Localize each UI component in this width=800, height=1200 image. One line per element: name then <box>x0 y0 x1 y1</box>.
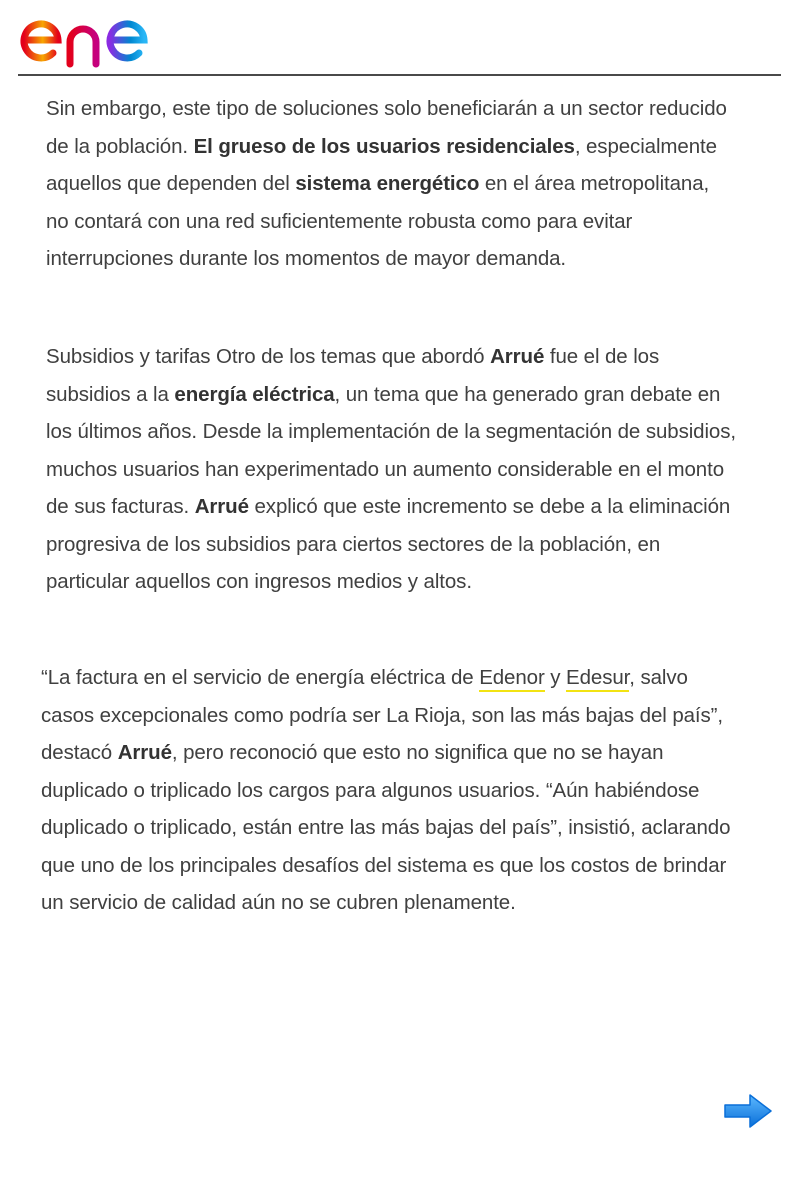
text: , salvo casos excepcionales como podría ser La Rioja, son las más bajas del país”, destacó <box>41 666 723 764</box>
text: , pero reconoció que esto no significa que no se hayan duplicado o triplicado los cargos para algunos usuarios. “Aún habiéndose duplicado o triplicado, están entre las más bajas del país”, insistió, aclarando que uno de los principales desafíos del sistema es que los costos de brindar un servicio de calidad aún no se cubren plenamente. <box>41 741 731 914</box>
text: Sin embargo, este tipo de soluciones solo beneficiarán a un sector reducido de la población. <box>46 97 727 158</box>
bold-text: El grueso de los usuarios residenciales <box>193 134 575 158</box>
bold-text: Arrué <box>194 495 249 518</box>
bold-text: energía eléctrica <box>174 382 335 406</box>
article-paragraph-1 <box>46 90 736 278</box>
text: en el área metropolitana, no contará con una red suficientemente robusta como para evitar interrupciones durante los momentos de mayor demanda. <box>46 172 710 270</box>
bold-text: sistema energético <box>295 172 480 195</box>
text: explicó que este incremento se debe a la eliminación progresiva de los subsidios para ciertos sectores de la población, en particular aquellos con ingresos medios y altos. <box>46 495 731 593</box>
text: y <box>544 666 567 689</box>
text: Subsidios y tarifas Otro de los temas que abordó <box>46 345 491 368</box>
arrow-right-icon <box>722 1092 774 1130</box>
edesur-link[interactable]: Edesur <box>566 666 629 692</box>
site-header <box>18 0 781 76</box>
enel-logo-icon <box>18 6 188 68</box>
edenor-link[interactable]: Edenor <box>479 666 545 692</box>
bold-text: Arrué <box>117 741 172 764</box>
text: , especialmente aquellos que dependen del <box>46 134 717 195</box>
bold-text: Arrué <box>490 345 545 368</box>
text: , un tema que ha generado gran debate en los últimos años. Desde la implementación de la segmentación de subsidios, muchos usuarios han experimentado un aumento considerable en el monto de sus facturas. <box>46 382 736 518</box>
article-paragraph-2 <box>46 338 736 601</box>
next-page-button[interactable] <box>722 1092 774 1130</box>
article-paragraph-3 <box>41 659 731 922</box>
text: fue el de los subsidios a la <box>46 345 660 406</box>
text: “La factura en el servicio de energía eléctrica de <box>41 666 480 689</box>
enel-logo[interactable] <box>18 6 188 68</box>
